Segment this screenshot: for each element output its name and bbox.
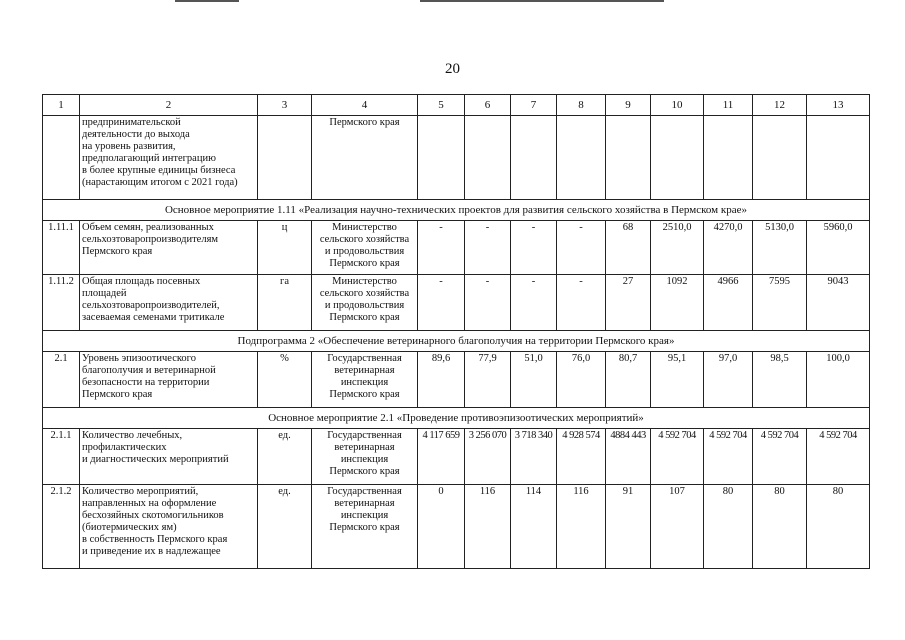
value-cell: 116 bbox=[465, 485, 511, 569]
value-cell bbox=[704, 116, 753, 200]
value-cell: 76,0 bbox=[557, 352, 606, 408]
value-cell: 80 bbox=[753, 485, 807, 569]
section-row bbox=[43, 200, 870, 221]
value-cell: 3 718 340 bbox=[511, 429, 557, 485]
executor-cell: Государственная ветеринарная инспекция Пермского края bbox=[312, 485, 418, 569]
value-cell: 4 117 659 bbox=[418, 429, 465, 485]
value-cell: - bbox=[511, 221, 557, 275]
row-number: 2.1.2 bbox=[43, 485, 80, 569]
section-title: Основное мероприятие 2.1 «Проведение противоэпизоотических мероприятий» bbox=[43, 408, 870, 429]
value-cell bbox=[511, 116, 557, 200]
header-cell: 6 bbox=[465, 95, 511, 116]
header-cell: 1 bbox=[43, 95, 80, 116]
value-cell: 107 bbox=[651, 485, 704, 569]
row-number: 1.11.1 bbox=[43, 221, 80, 275]
value-cell: - bbox=[418, 221, 465, 275]
header-cell: 9 bbox=[606, 95, 651, 116]
value-cell: 80 bbox=[807, 485, 870, 569]
value-cell bbox=[557, 116, 606, 200]
row-number: 2.1 bbox=[43, 352, 80, 408]
top-rule-left bbox=[175, 0, 239, 2]
value-cell: 7595 bbox=[753, 275, 807, 331]
unit-cell: га bbox=[258, 275, 312, 331]
top-rule-right bbox=[420, 0, 664, 2]
header-cell: 13 bbox=[807, 95, 870, 116]
value-cell: 77,9 bbox=[465, 352, 511, 408]
value-cell: 114 bbox=[511, 485, 557, 569]
table-row bbox=[43, 429, 870, 485]
value-cell: 95,1 bbox=[651, 352, 704, 408]
value-cell: 89,6 bbox=[418, 352, 465, 408]
value-cell: 97,0 bbox=[704, 352, 753, 408]
section-row bbox=[43, 331, 870, 352]
value-cell: 51,0 bbox=[511, 352, 557, 408]
indicator-name: предпринимательской деятельности до выхода на уровень развития, предполагающий интеграцию в более крупные единицы бизнеса (нарастающим итогом с 2021 года) bbox=[80, 116, 258, 200]
indicator-name: Общая площадь посевных площадей сельхозтоваропроизводителей, засеваемая семенами тритикале bbox=[80, 275, 258, 331]
value-cell: 116 bbox=[557, 485, 606, 569]
header-cell: 3 bbox=[258, 95, 312, 116]
indicator-name: Количество мероприятий, направленных на оформление бесхозяйных скотомогильников (биотермических ям) в собственность Пермского края и приведение их в надлежащее bbox=[80, 485, 258, 569]
value-cell: 4 592 704 bbox=[753, 429, 807, 485]
unit-cell bbox=[258, 116, 312, 200]
value-cell: 9043 bbox=[807, 275, 870, 331]
value-cell: 100,0 bbox=[807, 352, 870, 408]
value-cell: 4966 bbox=[704, 275, 753, 331]
value-cell: 27 bbox=[606, 275, 651, 331]
executor-cell: Министерство сельского хозяйства и продовольствия Пермского края bbox=[312, 275, 418, 331]
section-row bbox=[43, 408, 870, 429]
value-cell: - bbox=[418, 275, 465, 331]
unit-cell: % bbox=[258, 352, 312, 408]
value-cell: 3 256 070 bbox=[465, 429, 511, 485]
value-cell: 0 bbox=[418, 485, 465, 569]
value-cell: - bbox=[465, 221, 511, 275]
header-row bbox=[43, 95, 870, 116]
header-cell: 5 bbox=[418, 95, 465, 116]
value-cell: 4 592 704 bbox=[704, 429, 753, 485]
table-row bbox=[43, 275, 870, 331]
section-title: Основное мероприятие 1.11 «Реализация научно-технических проектов для развития сельского хозяйства в Пермском крае» bbox=[43, 200, 870, 221]
row-number bbox=[43, 116, 80, 200]
indicator-name: Количество лечебных, профилактических и диагностических мероприятий bbox=[80, 429, 258, 485]
page-number: 20 bbox=[445, 61, 460, 77]
value-cell: - bbox=[557, 221, 606, 275]
value-cell: 4 592 704 bbox=[651, 429, 704, 485]
header-cell: 2 bbox=[80, 95, 258, 116]
header-cell: 7 bbox=[511, 95, 557, 116]
value-cell: 5130,0 bbox=[753, 221, 807, 275]
value-cell: - bbox=[511, 275, 557, 331]
header-cell: 12 bbox=[753, 95, 807, 116]
value-cell: 91 bbox=[606, 485, 651, 569]
value-cell: - bbox=[465, 275, 511, 331]
header-cell: 8 bbox=[557, 95, 606, 116]
value-cell bbox=[807, 116, 870, 200]
value-cell: 4 592 704 bbox=[807, 429, 870, 485]
value-cell bbox=[606, 116, 651, 200]
indicator-name: Уровень эпизоотического благополучия и ветеринарной безопасности на территории Пермского края bbox=[80, 352, 258, 408]
unit-cell: ед. bbox=[258, 429, 312, 485]
executor-cell: Государственная ветеринарная инспекция Пермского края bbox=[312, 352, 418, 408]
value-cell: 4270,0 bbox=[704, 221, 753, 275]
value-cell: 4884 443 bbox=[606, 429, 651, 485]
value-cell: 68 bbox=[606, 221, 651, 275]
value-cell bbox=[465, 116, 511, 200]
indicators-table bbox=[42, 94, 870, 569]
unit-cell: ед. bbox=[258, 485, 312, 569]
table-row bbox=[43, 485, 870, 569]
indicator-name: Объем семян, реализованных сельхозтоваропроизводителям Пермского края bbox=[80, 221, 258, 275]
value-cell: 98,5 bbox=[753, 352, 807, 408]
unit-cell: ц bbox=[258, 221, 312, 275]
value-cell: 80 bbox=[704, 485, 753, 569]
value-cell: 80,7 bbox=[606, 352, 651, 408]
value-cell bbox=[651, 116, 704, 200]
header-cell: 10 bbox=[651, 95, 704, 116]
table-row bbox=[43, 221, 870, 275]
executor-cell: Государственная ветеринарная инспекция Пермского края bbox=[312, 429, 418, 485]
value-cell bbox=[418, 116, 465, 200]
value-cell: 2510,0 bbox=[651, 221, 704, 275]
value-cell: 4 928 574 bbox=[557, 429, 606, 485]
value-cell bbox=[753, 116, 807, 200]
row-number: 1.11.2 bbox=[43, 275, 80, 331]
table-row bbox=[43, 116, 870, 200]
executor-cell: Министерство сельского хозяйства и продовольствия Пермского края bbox=[312, 221, 418, 275]
value-cell: 5960,0 bbox=[807, 221, 870, 275]
section-title: Подпрограмма 2 «Обеспечение ветеринарного благополучия на территории Пермского края» bbox=[43, 331, 870, 352]
header-cell: 4 bbox=[312, 95, 418, 116]
value-cell: 1092 bbox=[651, 275, 704, 331]
header-cell: 11 bbox=[704, 95, 753, 116]
row-number: 2.1.1 bbox=[43, 429, 80, 485]
table-row bbox=[43, 352, 870, 408]
value-cell: - bbox=[557, 275, 606, 331]
executor-cell: Пермского края bbox=[312, 116, 418, 200]
